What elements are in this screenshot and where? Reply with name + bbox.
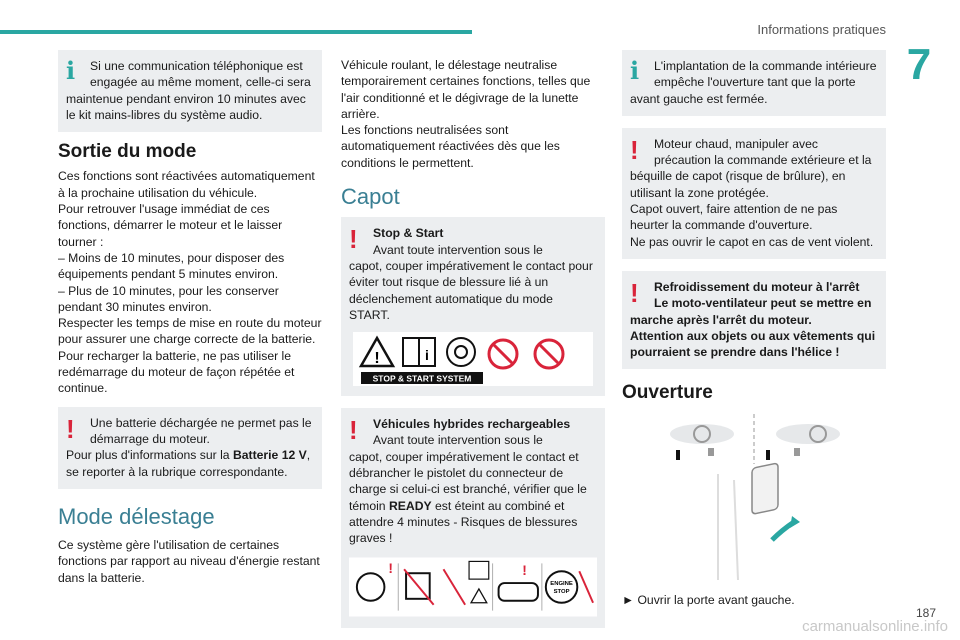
heading-mode-delestage: Mode délestage xyxy=(58,503,215,529)
stop-start-label: STOP & START SYSTEM xyxy=(372,373,472,384)
warning-box-stop-start xyxy=(341,217,605,396)
warning-text-line: précaution la commande extérieure et la xyxy=(654,153,872,168)
warning-text-line: démarrage du moteur. xyxy=(90,431,210,446)
warning-text: Capot ouvert, faire attention de ne pas heurter la commande d'ouverture. xyxy=(630,202,838,233)
warning-text: est éteint au combiné et attendre 4 minutes - Risques de blessures graves ! xyxy=(349,498,578,546)
info-icon: i xyxy=(630,56,640,85)
warning-icon: ! xyxy=(349,224,358,255)
column-2 xyxy=(341,50,605,640)
page-number: 187 xyxy=(915,606,936,620)
svg-text:!: ! xyxy=(388,560,393,576)
engine-stop-label: STOP xyxy=(553,588,570,595)
heading-capot: Capot xyxy=(341,184,400,210)
warning-text: capot, couper impérativement le contact et débrancher le pistolet du connecteur de charge si celui-ci est branché, vérifier que le témoin xyxy=(349,449,587,513)
chapter-number: 7 xyxy=(906,40,932,89)
warning-text: Ne pas ouvrir le capot en cas de vent violent. xyxy=(630,234,874,249)
paragraph: Véhicule roulant, le délestage neutralise temporairement certaines fonctions, telles que l'air conditionné et le dégivrage de la lunette arrière. xyxy=(341,58,591,121)
paragraph: Respecter les temps de mise en route du moteur pour assurer une charge correcte de la batterie. xyxy=(58,316,322,347)
warning-text: Attention aux objets ou aux vêtements qui pourraient se prendre dans l'hélice ! xyxy=(630,328,876,360)
warning-text: béquille de capot (risque de brûlure), en utilisant la zone protégée. xyxy=(630,169,846,200)
list-item: – Plus de 10 minutes, pour les conserver pendant 30 minutes environ. xyxy=(58,283,279,314)
column-1 xyxy=(58,50,322,586)
info-text: maintenue pendant environ 10 minutes avec le kit mains-libres du système audio. xyxy=(66,91,306,122)
info-icon: i xyxy=(66,56,76,85)
svg-text:i: i xyxy=(425,347,429,364)
info-box-interior-control xyxy=(622,50,886,116)
door-handle-icon xyxy=(718,463,800,580)
warning-icon: ! xyxy=(66,413,75,444)
warning-text-line: Moteur chaud, manipuler avec xyxy=(654,136,818,151)
info-box-phone-call xyxy=(58,50,322,132)
info-text-line: engagée au même moment, celle-ci sera xyxy=(90,75,311,90)
warning-box-hot-engine xyxy=(622,128,886,259)
column-3 xyxy=(622,50,886,608)
warning-text: marche après l'arrêt du moteur. xyxy=(630,312,812,327)
sortie-text xyxy=(58,168,322,396)
warning-text: capot, couper impérativement le contact pour éviter tout risque de blessure lié à un déclenchement automatique du mode START. xyxy=(349,258,593,322)
engine-stop-label: ENGINE xyxy=(550,580,573,587)
list-item: – Moins de 10 minutes, pour disposer des équipements pendant 5 minutes environ. xyxy=(58,250,285,282)
steering-wheel-lhd-icon xyxy=(670,424,734,460)
steering-wheel-rhd-icon xyxy=(766,424,840,460)
warning-box-fan xyxy=(622,271,886,369)
warning-icon: ! xyxy=(630,277,639,308)
ready-indicator-label: READY xyxy=(388,498,432,513)
watermark: carmanualsonline.info xyxy=(802,618,948,635)
warning-text: , se reporter à la rubrique correspondante. xyxy=(66,448,311,479)
warning-title: Véhicules hybrides rechargeables xyxy=(373,417,571,432)
warning-text-line: Avant toute intervention sous le xyxy=(373,242,543,257)
battery-link-label: Batterie 12 V xyxy=(232,448,307,463)
paragraph: Pour retrouver l'usage immédiat de ces fonctions, démarrer le moteur et le laisser tourner : xyxy=(58,202,283,249)
info-text: avant gauche est fermée. xyxy=(630,91,768,106)
pull-arrow-icon xyxy=(790,516,800,528)
svg-text:!: ! xyxy=(374,350,380,368)
stop-start-pictogram xyxy=(349,331,597,387)
paragraph: Les fonctions neutralisées sont automatiquement réactivées dès que les conditions le permettent. xyxy=(341,123,560,170)
info-text-line: Si une communication téléphonique est xyxy=(90,59,303,73)
warning-title: Stop & Start xyxy=(373,226,444,241)
instruction-step: ► Ouvrir la porte avant gauche. xyxy=(622,592,795,607)
warning-icon: ! xyxy=(349,415,358,446)
warning-box-battery xyxy=(58,407,322,489)
paragraph: Pour recharger la batterie, ne pas utiliser le redémarrage du moteur de façon répétée et continue. xyxy=(58,348,295,396)
bonnet-opening-illustration xyxy=(622,410,886,590)
svg-text:!: ! xyxy=(522,562,527,578)
heading-sortie-du-mode: Sortie du mode xyxy=(58,141,197,163)
warning-title: Refroidissement du moteur à l'arrêt xyxy=(654,279,860,294)
warning-text-line: Une batterie déchargée ne permet pas le xyxy=(90,415,312,430)
warning-text-line: Avant toute intervention sous le xyxy=(373,433,543,448)
hybrid-pictogram xyxy=(349,555,597,619)
heading-ouverture: Ouverture xyxy=(622,382,713,404)
warning-box-hybrid xyxy=(341,408,605,627)
warning-text: Pour plus d'informations sur la xyxy=(66,448,233,463)
paragraph: Ce système gère l'utilisation de certaines fonctions par rapport au niveau d'énergie restant dans la batterie. xyxy=(58,538,320,585)
warning-icon: ! xyxy=(630,134,639,165)
info-text-line: L'implantation de la commande intérieure xyxy=(654,59,877,73)
info-text-line: empêche l'ouverture tant que la porte xyxy=(654,75,856,90)
warning-text-line: Le moto-ventilateur peut se mettre en xyxy=(654,296,872,311)
header-accent-bar xyxy=(0,30,472,34)
paragraph: Ces fonctions sont réactivées automatiquement à la prochaine utilisation du véhicule. xyxy=(58,169,315,200)
section-header-title: Informations pratiques xyxy=(757,22,886,37)
